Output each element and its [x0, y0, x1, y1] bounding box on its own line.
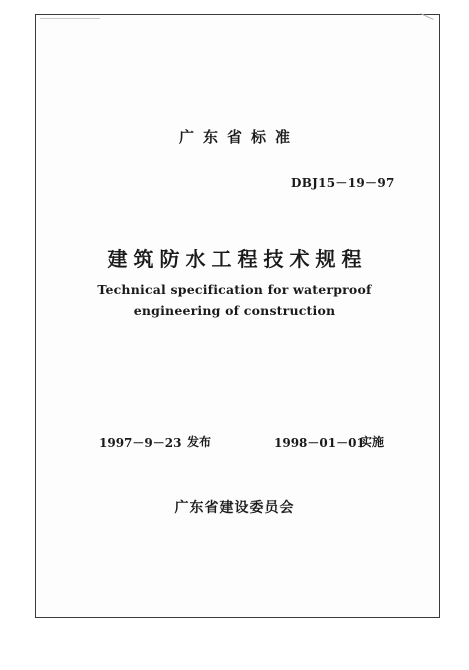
implementation-date: 1998－01－01	[274, 436, 365, 450]
document-title-english-line2: engineering of construction	[133, 303, 336, 318]
standard-category: 广东省标准	[178, 128, 299, 146]
issue-date: 1997－9－23	[99, 436, 182, 450]
issue-label: 发布	[187, 435, 212, 449]
implementation-label: 实施	[360, 435, 385, 449]
publisher: 广东省建设委员会	[174, 500, 295, 516]
scan-artifact	[40, 18, 100, 19]
document-title-chinese: 建筑防水工程技术规程	[107, 247, 368, 271]
document-title-english-line1: Technical specification for waterproof	[97, 282, 372, 297]
standard-code: DBJ15－19－97	[291, 176, 395, 190]
